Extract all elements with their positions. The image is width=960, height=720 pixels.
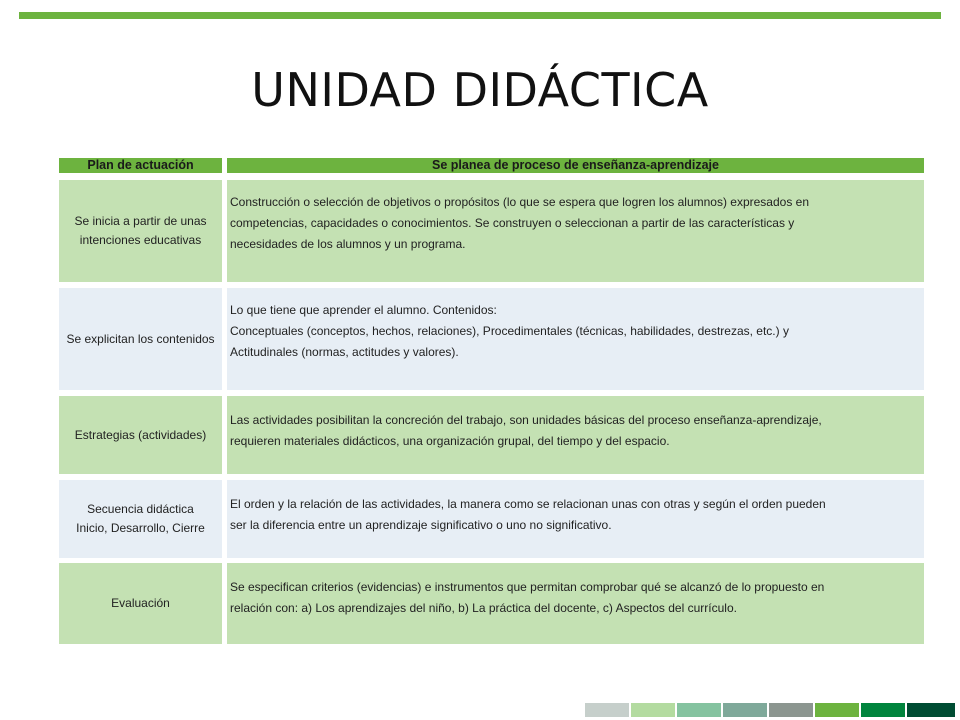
footer-swatch (861, 703, 905, 717)
row-1-desc-line: competencias, capacidades o conocimientos. Se construyen o seleccionan a partir de las características y (230, 216, 795, 230)
row-1-desc-line: necesidades de los alumnos y un programa. (230, 237, 466, 251)
row-2-description (227, 288, 924, 390)
footer-swatch (907, 703, 955, 717)
row-4-label-line: Secuencia didáctica (87, 502, 194, 516)
row-3-label-line: Estrategias (actividades) (74, 427, 207, 442)
footer-swatch (769, 703, 813, 717)
row-4-description (227, 480, 924, 558)
row-1-label-line: Se inicia a partir de unas (74, 214, 207, 228)
footer-swatch (631, 703, 675, 717)
row-5-label (59, 563, 222, 644)
header-proceso: Se planea de proceso de enseñanza-aprendizaje (227, 158, 924, 173)
row-1-desc-line: Construcción o selección de objetivos o propósitos (lo que se espera que logren los alumnos) expresados en (230, 195, 810, 209)
row-2-label-line: Se explicitan los contenidos (66, 331, 215, 346)
row-4-label (59, 480, 222, 558)
page-title: UNIDAD DIDÁCTICA (251, 63, 709, 117)
header-plan-de-actuacion: Plan de actuación (59, 158, 222, 173)
row-2-desc-line: Lo que tiene que aprender el alumno. Contenidos: (230, 303, 497, 317)
footer-swatch (723, 703, 767, 717)
row-3-label (59, 396, 222, 474)
row-5-desc-line: Se especifican criterios (evidencias) e instrumentos que permitan comprobar qué se alcanzó de lo propuesto en (230, 580, 825, 594)
row-4-desc-line: El orden y la relación de las actividades, la manera como se relacionan unas con otras y según el orden pueden (230, 497, 826, 511)
row-2-label (59, 288, 222, 390)
row-4-label-line: Inicio, Desarrollo, Cierre (76, 521, 205, 535)
row-1-label-line: intenciones educativas (79, 233, 202, 247)
top-accent-bar (19, 12, 941, 19)
row-2-desc-line: Actitudinales (normas, actitudes y valores). (230, 345, 459, 359)
row-1-label (59, 180, 222, 282)
row-3-description (227, 396, 924, 474)
row-1-description (227, 180, 924, 282)
footer-swatch (585, 703, 629, 717)
row-3-desc-line: Las actividades posibilitan la concreción del trabajo, son unidades básicas del proceso enseñanza-aprendizaje, (230, 413, 822, 427)
row-5-label-line: Evaluación (111, 596, 170, 610)
row-2-desc-line: Conceptuales (conceptos, hechos, relaciones), Procedimentales (técnicas, habilidades, destrezas, etc.) y (230, 324, 789, 338)
row-4-desc-line: ser la diferencia entre un aprendizaje significativo o uno no significativo. (230, 518, 612, 532)
row-3-desc-line: requieren materiales didácticos, una organización grupal, del tiempo y del espacio. (230, 434, 670, 448)
footer-swatch (815, 703, 859, 717)
footer-swatch (677, 703, 721, 717)
row-5-description (227, 563, 924, 644)
row-5-desc-line: relación con: a) Los aprendizajes del niño, b) La práctica del docente, c) Aspectos del currículo. (230, 601, 737, 615)
